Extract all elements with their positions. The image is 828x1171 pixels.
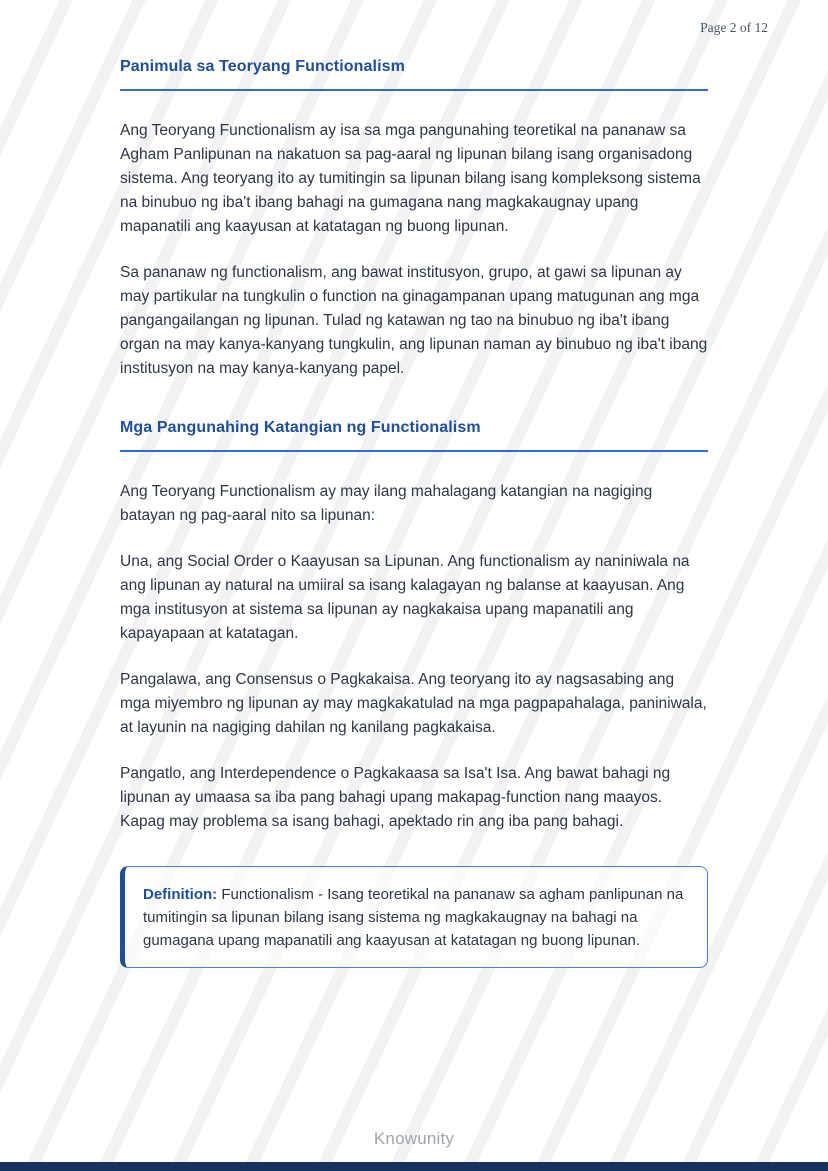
paragraph: Pangalawa, ang Consensus o Pagkakaisa. Ang teoryang ito ay nagsasabing ang mga miyembro ng lipunan ay may magkakatulad na mga pagpapahalaga, paniniwala, at layunin na nagiging dahilan ng kanilang pagkakaisa.: [120, 671, 707, 736]
paragraph: Una, ang Social Order o Kaayusan sa Lipunan. Ang functionalism ay naniniwala na ang lipunan ay natural na umiiral sa isang kalagayan ng balanse at kaayusan. Ang mga institusyon at sistema sa lipunan ay nagkakaisa upang mapanatili ang kapayapaan at katatagan.: [120, 553, 690, 642]
paragraph: Pangatlo, ang Interdependence o Pagkakaasa sa Isa't Isa. Ang bawat bahagi ng lipunan ay umaasa sa iba pang bahagi upang makapag-function nang maayos. Kapag may problema sa isang bahagi, apektado rin ang iba pang bahagi.: [120, 765, 671, 830]
paragraph: Ang Teoryang Functionalism ay isa sa mga pangunahing teoretikal na pananaw sa Agham Panlipunan na nakatuon sa pag-aaral ng lipunan bilang isang organisadong sistema. Ang teoryang ito ay tumitingin sa lipunan bilang isang kompleksong sistema na binubuo ng iba't ibang bahagi na gumagana nang magkakaugnay upang mapanatili ang kaayusan at katatagan ng buong lipunan.: [120, 122, 701, 235]
definition-text: Functionalism - Isang teoretikal na pananaw sa agham panlipunan na tumitingin sa lipunan bilang isang sistema ng magkakaugnay na bahagi na gumagana upang mapanatili ang kaayusan at katatagan ng buong lipunan.: [143, 886, 684, 949]
definition-box: [120, 866, 708, 968]
paragraph: Ang Teoryang Functionalism ay may ilang mahalagang katangian na nagiging batayan ng pag-aaral nito sa lipunan:: [120, 483, 653, 524]
definition-paragraph: [143, 883, 685, 952]
section-heading-katangian: Mga Pangunahing Katangian ng Functionalism: [120, 419, 708, 452]
page-number: Page 2 of 12: [700, 20, 768, 35]
document-content: [120, 58, 708, 968]
paragraph: Sa pananaw ng functionalism, ang bawat institusyon, grupo, at gawi sa lipunan ay may partikular na tungkulin o function na ginagampanan upang matugunan ang mga pangangailangan ng lipunan. Tulad ng katawan ng tao na binubuo ng iba't ibang organ na may kanya-kanyang tungkulin, ang lipunan naman ay binubuo ng iba't ibang institusyon na may kanya-kanyang papel.: [120, 264, 708, 377]
section-heading-panimula: Panimula sa Teoryang Functionalism: [120, 58, 708, 91]
footer-brand: Knowunity: [373, 1129, 455, 1148]
definition-label: Definition:: [143, 886, 218, 903]
bottom-bar: [0, 1162, 828, 1171]
